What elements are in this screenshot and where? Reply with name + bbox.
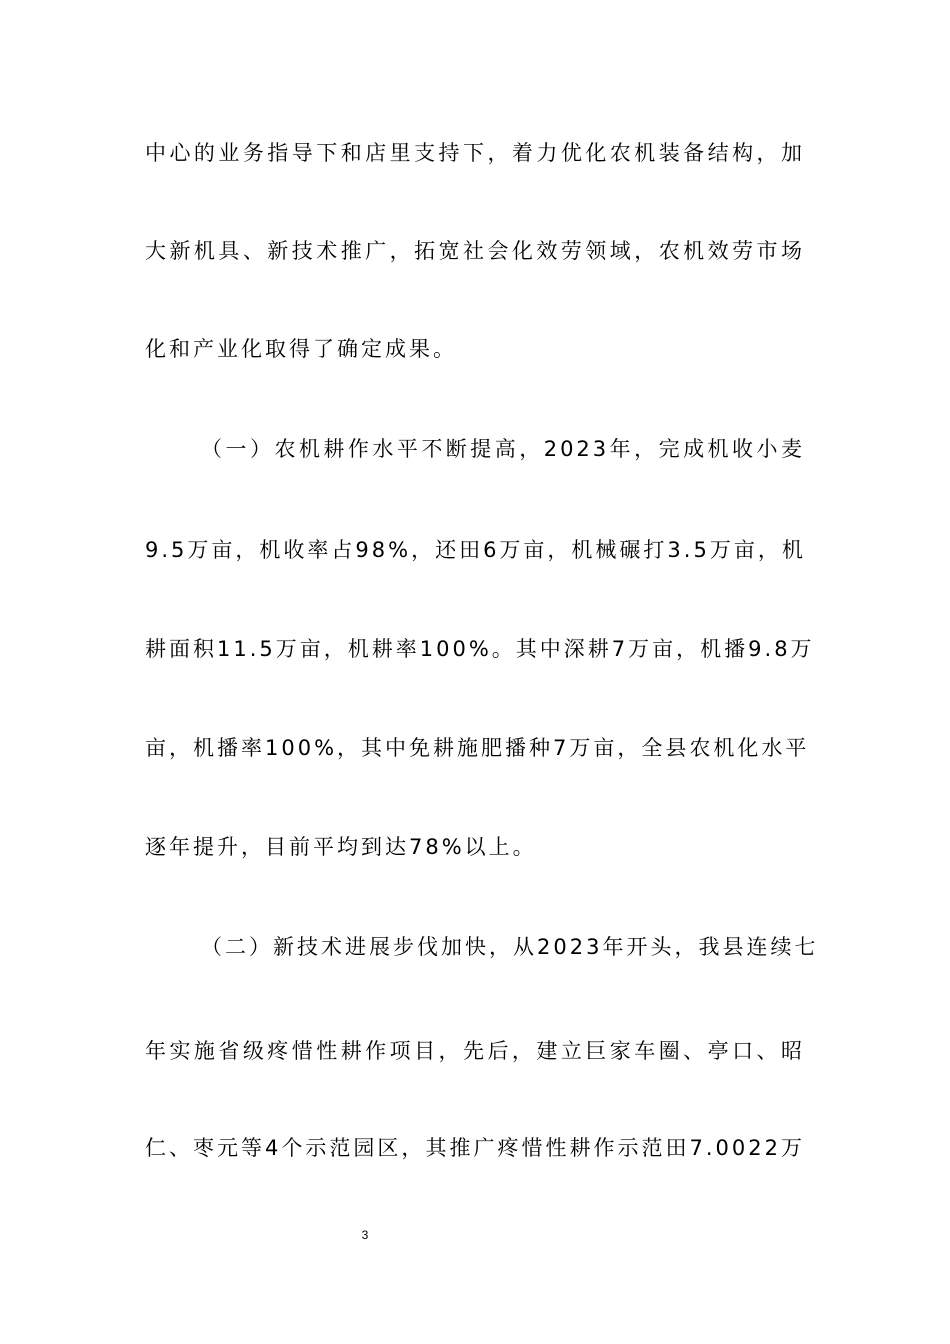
text-line-11: 仁、枣元等4个示范园区，其推广疼惜性耕作示范田7.0022万 <box>145 1136 805 1160</box>
text-line-3: 化和产业化取得了确定成果。 <box>145 337 457 361</box>
text-line-1: 中心的业务指导下和店里支持下，着力优化农机装备结构，加 <box>145 141 805 165</box>
text-line-8: 逐年提升，目前平均到达78%以上。 <box>145 835 537 859</box>
text-line-4: （一）农机耕作水平不断提高，2023年，完成机收小麦 <box>201 437 805 461</box>
text-line-5: 9.5万亩，机收率占98%，还田6万亩，机械碾打3.5万亩，机 <box>145 538 806 562</box>
text-line-7: 亩，机播率100%，其中免耕施肥播种7万亩，全县农机化水平 <box>145 736 810 760</box>
text-line-2: 大新机具、新技术推广，拓宽社会化效劳领域，农机效劳市场 <box>145 239 805 263</box>
text-line-6: 耕面积11.5万亩，机耕率100%。其中深耕7万亩，机播9.8万 <box>145 637 815 661</box>
text-line-10: 年实施省级疼惜性耕作项目，先后，建立巨家车圈、亭口、昭 <box>145 1039 805 1063</box>
text-line-9: （二）新技术进展步伐加快，从2023年开头，我县连续七 <box>201 935 819 959</box>
page-number: 3 <box>361 1228 369 1242</box>
